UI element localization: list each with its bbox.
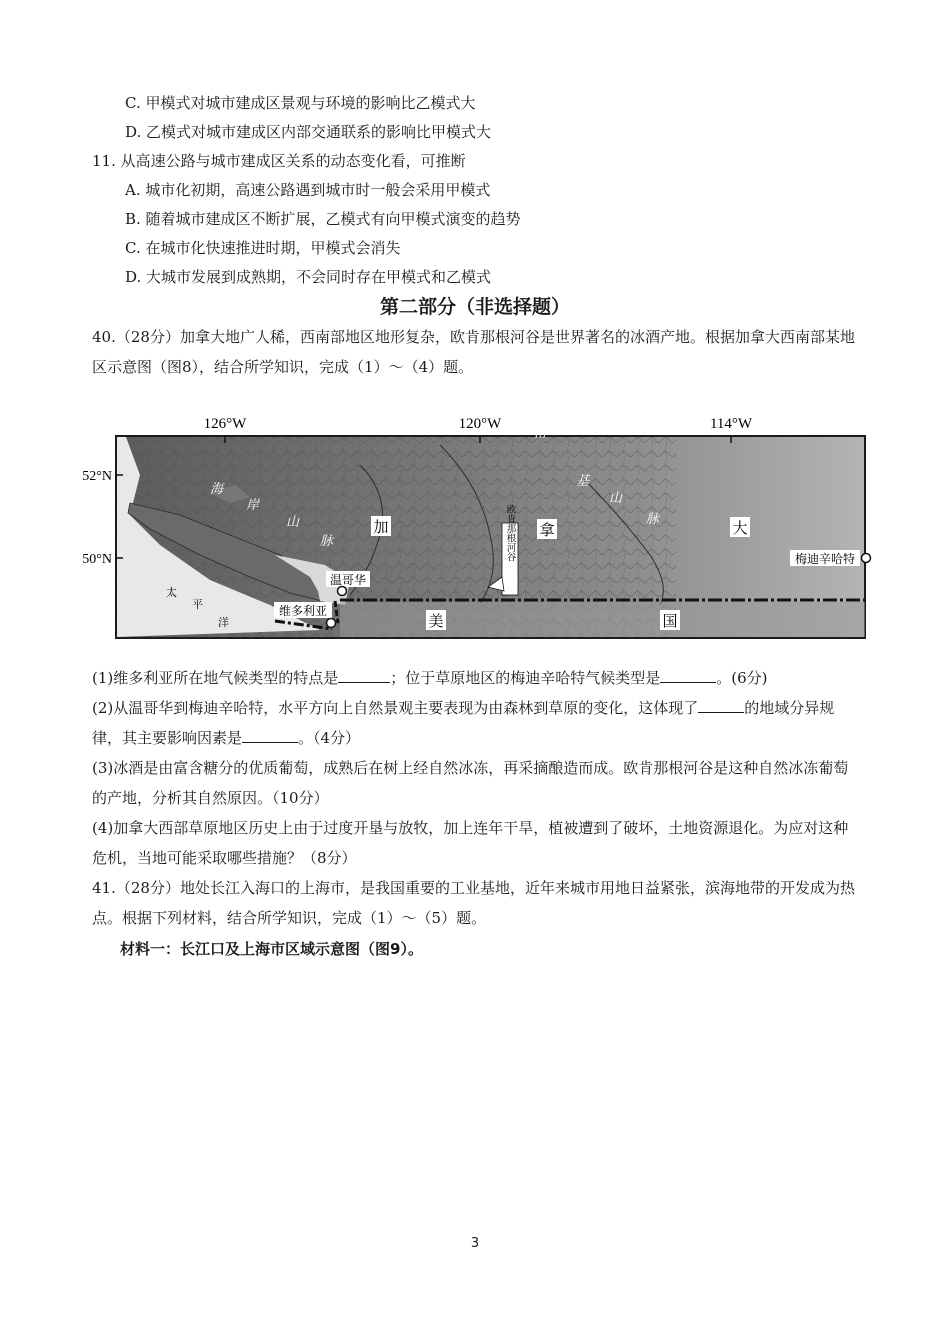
usa-char-2: 国: [662, 612, 678, 630]
medicine-hat-label: 梅迪辛哈特: [794, 552, 856, 566]
canada-sw-map: [60, 405, 890, 645]
victoria-label: 维多利亚: [278, 604, 328, 618]
pacific-char-1: 太: [166, 586, 177, 599]
q40-sub-2-part-a: (2)从温哥华到梅迪辛哈特，水平方向上自然景观主要表现为由森林到草原的变化，这体现了: [92, 699, 699, 717]
answer-blank[interactable]: [660, 666, 716, 683]
option-c-prev: C. 甲模式对城市建成区景观与环境的影响比乙模式大: [125, 94, 476, 112]
q40-intro: 40.（28分）加拿大地广人稀，西南部地区地形复杂，欧肯那根河谷是世界著名的冰酒产地。根据加拿大西南部某地区示意图（图8），结合所学知识，完成（1）～（4）题。: [92, 328, 855, 376]
answer-blank[interactable]: [338, 666, 390, 683]
q40-sub-2: [92, 693, 862, 753]
lat-label-50n: 50°N: [82, 552, 112, 567]
coast-mtn-char-4: 脉: [320, 534, 334, 549]
canada-char-1: 加: [373, 518, 389, 536]
vancouver-marker: [338, 587, 347, 596]
answer-blank[interactable]: [698, 696, 744, 713]
q40-sub-4: (4)加拿大西部草原地区历史上由于过度开垦与放牧，加上连年干旱，植被遭到了破坏，土地资源退化。为应对这种危机，当地可能采取哪些措施？（8分）: [92, 819, 849, 867]
q41-material-1: 材料一：长江口及上海市区域示意图（图9）。: [120, 940, 423, 958]
usa-land: [340, 602, 865, 637]
coast-mtn-char-3: 山: [286, 515, 300, 530]
q11-option-c: C. 在城市化快速推进时期，甲模式会消失: [125, 239, 401, 257]
rocky-mtn-char-1: 落: [534, 426, 548, 441]
rocky-mtn-char-3: 山: [609, 491, 623, 506]
pacific-char-3: 洋: [218, 616, 229, 629]
canada-char-3: 大: [732, 519, 748, 537]
q11-stem: 11. 从高速公路与城市建成区关系的动态变化看，可推断: [92, 152, 466, 170]
canada-char-2: 拿: [539, 521, 555, 539]
lon-label-126w: 126°W: [203, 416, 247, 432]
q11-option-a: A. 城市化初期，高速公路遇到城市时一般会采用甲模式: [125, 181, 491, 199]
q40-sub-3: (3)冰酒是由富含糖分的优质葡萄，成熟后在树上经自然冰冻，再采摘酿造而成。欧肯那根河谷是这种自然冰冻葡萄的产地，分析其自然原因。（10分）: [92, 759, 849, 807]
q40-sub-1-part-a: (1)维多利亚所在地气候类型的特点是: [92, 669, 339, 687]
q40-sub-1: [92, 663, 862, 693]
option-d-prev: D. 乙模式对城市建成区内部交通联系的影响比甲模式大: [125, 123, 492, 141]
map-svg: [60, 405, 890, 645]
coast-mtn-char-1: 海: [210, 482, 224, 497]
q40-sub-2-part-c: 。（4分）: [298, 729, 361, 747]
vancouver-label: 温哥华: [329, 573, 367, 587]
section-title: 第二部分（非选择题）: [379, 296, 570, 318]
lon-label-114w: 114°W: [709, 416, 753, 432]
page-number: 3: [470, 1236, 480, 1251]
q11-option-d: D. 大城市发展到成熟期，不会同时存在甲模式和乙模式: [125, 268, 492, 286]
okanagan-label: 欧肯那根河谷: [504, 504, 516, 562]
q40-sub-1-part-c: 。(6分): [716, 669, 768, 687]
rocky-mtn-char-4: 脉: [646, 512, 660, 527]
rocky-mtn-char-2: 基: [576, 474, 590, 489]
pacific-char-2: 平: [192, 598, 203, 611]
usa-char-1: 美: [428, 612, 444, 630]
lon-label-120w: 120°W: [458, 416, 502, 432]
answer-blank[interactable]: [242, 726, 298, 743]
q11-option-b: B. 随着城市建成区不断扩展，乙模式有向甲模式演变的趋势: [125, 210, 521, 228]
q41-intro: 41.（28分）地处长江入海口的上海市，是我国重要的工业基地，近年来城市用地日益紧张，滨海地带的开发成为热点。根据下列材料，结合所学知识，完成（1）～（5）题。: [92, 879, 855, 927]
victoria-marker: [327, 619, 336, 628]
q40-sub-2-part-b: 的地域分异规律，其主要影响因素是: [92, 699, 835, 747]
coast-mtn-char-2: 岸: [246, 498, 260, 513]
medicine-hat-marker: [862, 554, 871, 563]
q40-sub-1-part-b: ；位于草原地区的梅迪辛哈特气候类型是: [390, 669, 661, 687]
lat-label-52n: 52°N: [82, 469, 112, 484]
